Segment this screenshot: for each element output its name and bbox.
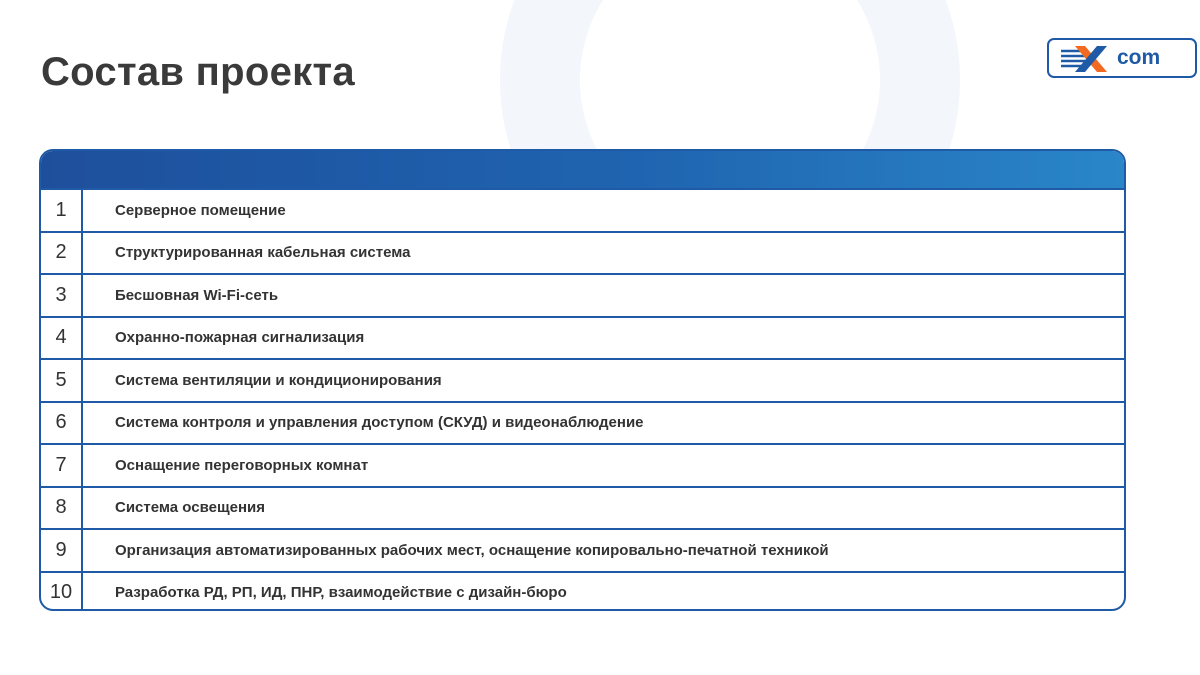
table-header-bar	[41, 151, 1124, 188]
row-text: Разработка РД, РП, ИД, ПНР, взаимодействие с дизайн-бюро	[115, 584, 567, 602]
x-logo-icon	[1061, 44, 1119, 74]
table-row	[41, 231, 1124, 274]
row-number: 9	[41, 530, 83, 571]
row-number: 8	[41, 488, 83, 529]
table-row	[41, 571, 1124, 612]
row-text: Система освещения	[115, 499, 265, 517]
row-text: Бесшовная Wi-Fi-сеть	[115, 286, 279, 304]
row-text: Оснащение переговорных комнат	[115, 456, 369, 474]
row-number: 3	[41, 275, 83, 316]
table-row	[41, 358, 1124, 401]
table-row	[41, 401, 1124, 444]
table-row	[41, 486, 1124, 529]
row-number: 6	[41, 403, 83, 444]
row-text: Система вентиляции и кондиционирования	[115, 371, 442, 389]
row-text: Серверное помещение	[115, 201, 286, 219]
row-number: 1	[41, 190, 83, 231]
project-components-table	[39, 149, 1126, 611]
page-title: Состав проекта	[41, 50, 355, 94]
row-text: Структурированная кабельная система	[115, 244, 411, 262]
row-text: Охранно-пожарная сигнализация	[115, 329, 365, 347]
table-row	[41, 443, 1124, 486]
row-number: 5	[41, 360, 83, 401]
table-row	[41, 528, 1124, 571]
xcom-logo	[1047, 38, 1197, 78]
row-number: 7	[41, 445, 83, 486]
table-row	[41, 316, 1124, 359]
table-row	[41, 273, 1124, 316]
row-number: 2	[41, 233, 83, 274]
row-text: Организация автоматизированных рабочих мест, оснащение копировально-печатной техникой	[115, 541, 829, 559]
row-number: 4	[41, 318, 83, 359]
row-number: 10	[41, 573, 83, 612]
table-row	[41, 188, 1124, 231]
row-text: Система контроля и управления доступом (СКУД) и видеонаблюдение	[115, 414, 644, 432]
logo-text: com	[1117, 46, 1161, 69]
